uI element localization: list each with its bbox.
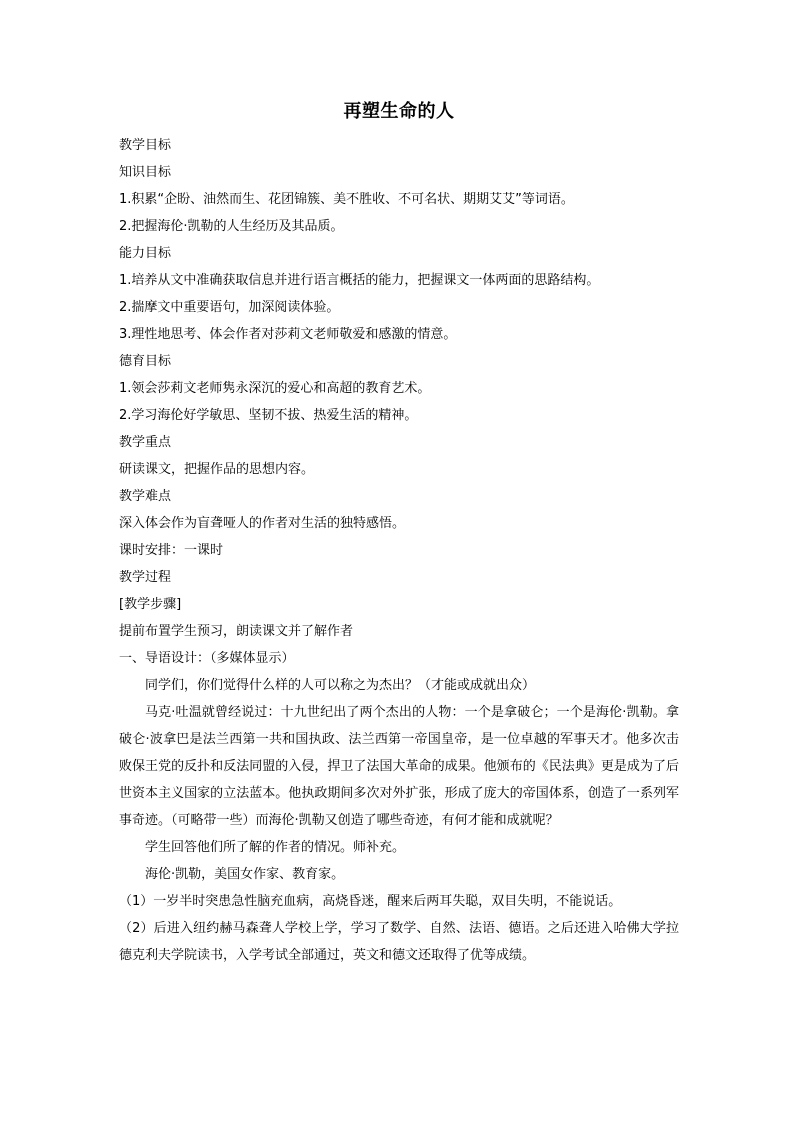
knowledge-goal-1: 1.积累“企盼、油然而生、花团锦簇、美不胜收、不可名状、期期艾艾”等词语。 <box>119 192 574 207</box>
ability-goal-3: 3.理性地思考、体会作者对莎莉文老师敬爱和感激的情意。 <box>119 327 457 342</box>
heading-teaching-goals: 教学目标 <box>119 138 172 153</box>
intro-design-heading: 一、导语设计：（多媒体显示） <box>119 651 295 666</box>
heading-difficulties: 教学难点 <box>119 489 172 504</box>
heading-knowledge-goals: 知识目标 <box>119 165 172 180</box>
knowledge-goal-2: 2.把握海伦·凯勒的人生经历及其品质。 <box>119 219 344 234</box>
mark-twain-paragraph: 马克·吐温就曾经说过：十九世纪出了两个杰出的人物：一个是拿破仑；一个是海伦·凯勒。拿破仑·波拿巴是法兰西第一共和国执政、法兰西第一帝国皇帝，是一位卓越的军事天才。他多次击败保王党的反扑和反法同盟的入侵，捍卫了法国大革命的成果。他颁布的《民法典》更是成为了后世资本主义国家的立法蓝本。他执政期间多次对外扩张，形成了庞大的帝国体系，创造了一系列军事奇迹。（可略带一些）而海伦·凯勒又创造了哪些奇迹，有何才能和成就呢？ <box>119 705 679 828</box>
intro-question-paragraph: 同学们，你们觉得什么样的人可以称之为杰出？（才能或成就出众） <box>145 678 536 693</box>
difficulties-text: 深入体会作为盲聋哑人的作者对生活的独特感悟。 <box>119 516 406 531</box>
teaching-steps-label: [教学步骤] <box>119 597 182 612</box>
preview-assignment: 提前布置学生预习，朗读课文并了解作者 <box>119 624 354 639</box>
ability-goal-1: 1.培养从文中准确获取信息并进行语言概括的能力，把握课文一体两面的思路结构。 <box>119 273 600 288</box>
heading-ability-goals: 能力目标 <box>119 246 172 261</box>
moral-goal-1: 1.领会莎莉文老师隽永深沉的爱心和高超的教育艺术。 <box>119 381 431 396</box>
heading-moral-goals: 德育目标 <box>119 354 172 369</box>
ability-goal-2: 2.揣摩文中重要语句，加深阅读体验。 <box>119 300 340 315</box>
document-page <box>119 98 679 969</box>
document-title: 再塑生命的人 <box>343 101 455 122</box>
key-points-text: 研读课文，把握作品的思想内容。 <box>119 462 315 477</box>
biography-item-1: （1）一岁半时突患急性脑充血病，高烧昏迷，醒来后两耳失聪，双目失明，不能说话。 <box>119 894 622 909</box>
heading-teaching-process: 教学过程 <box>119 570 172 585</box>
helen-intro-paragraph: 海伦·凯勒，美国女作家、教育家。 <box>145 867 345 882</box>
moral-goal-2: 2.学习海伦好学敏思、坚韧不拔、热爱生活的精神。 <box>119 408 418 423</box>
heading-key-points: 教学重点 <box>119 435 172 450</box>
student-answer-paragraph: 学生回答他们所了解的作者的情况。师补充。 <box>145 840 406 855</box>
biography-item-2: （2）后进入纽约赫马森聋人学校上学，学习了数学、自然、法语、德语。之后还进入哈佛大学拉德克利夫学院读书，入学考试全部通过，英文和德文还取得了优等成绩。 <box>119 921 679 963</box>
class-schedule: 课时安排：一课时 <box>119 543 224 558</box>
